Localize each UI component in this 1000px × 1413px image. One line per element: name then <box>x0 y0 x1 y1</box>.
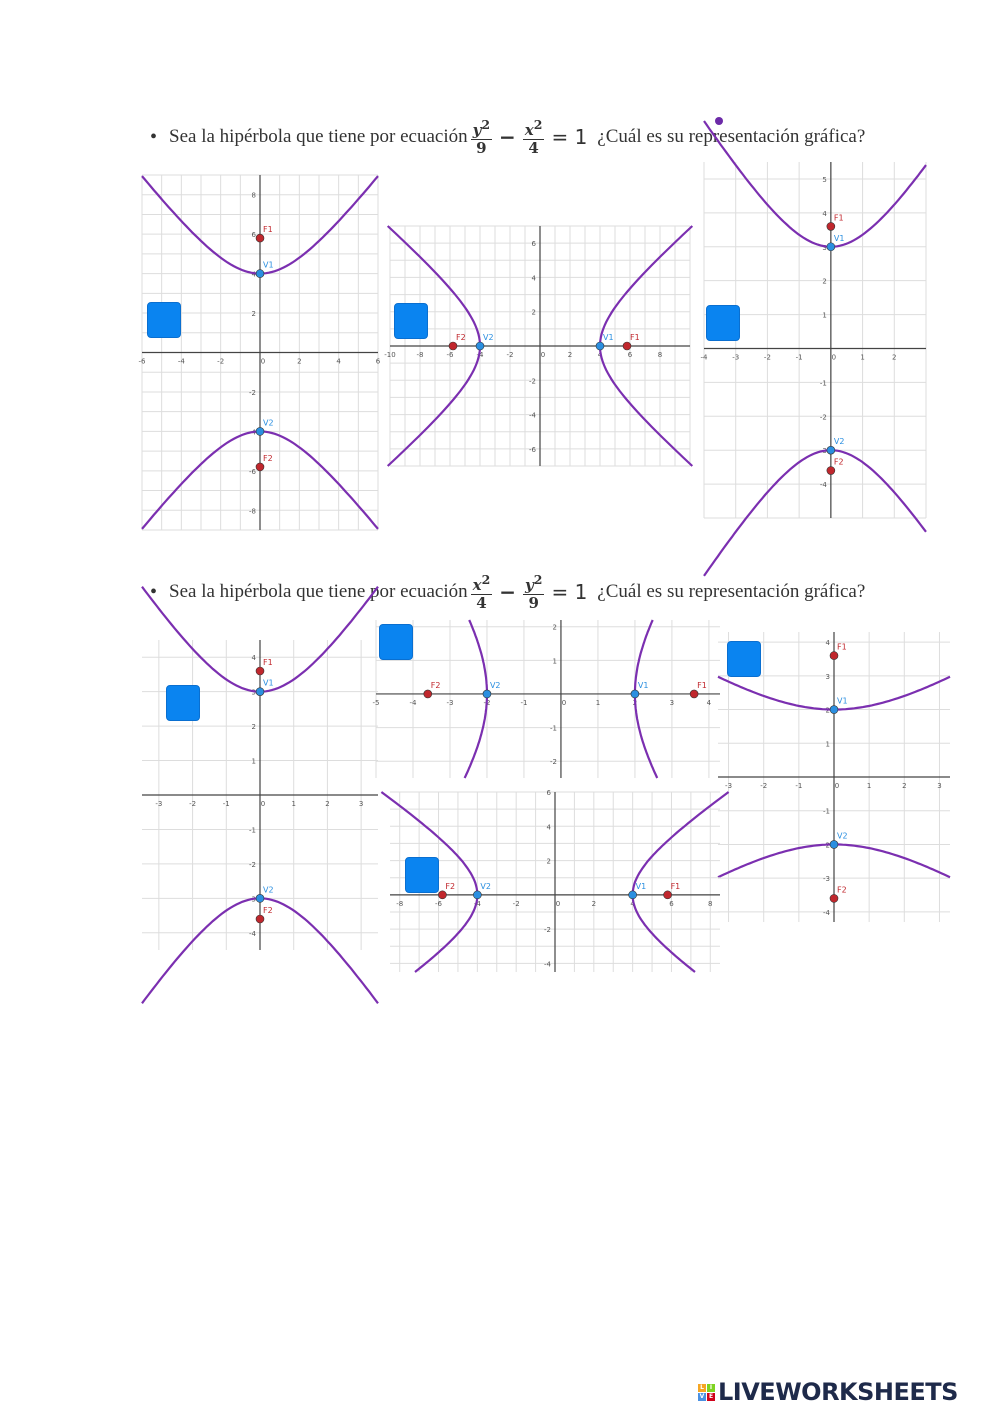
y-tick-label: -4 <box>544 960 551 969</box>
vertex-label: V2 <box>833 437 845 447</box>
y-tick-label: -2 <box>249 860 256 869</box>
focus-label: F2 <box>430 680 441 690</box>
x-tick-label: -6 <box>138 357 146 366</box>
answer-box-q2-a[interactable] <box>166 685 200 721</box>
x-tick-label: -3 <box>732 353 740 362</box>
y-tick-label: -2 <box>549 758 557 767</box>
x-tick-label: -4 <box>473 899 481 908</box>
x-tick-label: 0 <box>540 351 546 359</box>
x-tick-label: -2 <box>217 357 225 366</box>
focus-point <box>256 234 264 242</box>
y-tick-label: 2 <box>825 706 830 715</box>
x-tick-label: -4 <box>409 698 417 707</box>
y-tick-label: 6 <box>531 240 536 249</box>
term1-exp: 2 <box>481 117 491 132</box>
x-tick-label: 1 <box>291 800 296 808</box>
y-tick-label: 2 <box>822 277 827 286</box>
y-tick-label: -1 <box>819 379 827 388</box>
fraction-term1 <box>471 573 493 611</box>
x-tick-label: 2 <box>591 899 597 908</box>
logo-text: LIVEWORKSHEETS <box>718 1378 958 1406</box>
x-tick-label: -2 <box>760 782 768 790</box>
y-tick-label: -8 <box>249 507 256 516</box>
x-tick-label: 4 <box>706 698 712 707</box>
focus-label: F1 <box>833 213 844 223</box>
x-tick-label: -1 <box>795 782 803 790</box>
x-tick-label: -5 <box>372 698 380 707</box>
y-tick-label: 5 <box>822 175 827 184</box>
vertex-label: V1 <box>637 680 649 690</box>
x-tick-label: 4 <box>336 357 341 366</box>
focus-label: F1 <box>263 225 273 235</box>
vertex-point <box>827 446 835 454</box>
x-tick-label: -6 <box>435 899 443 908</box>
x-tick-label: 8 <box>657 351 663 359</box>
x-tick-label: 0 <box>555 899 561 908</box>
bullet: • <box>150 580 158 603</box>
x-tick-label: -2 <box>506 351 514 359</box>
bullet: • <box>150 125 158 148</box>
y-tick-label: -6 <box>529 445 536 454</box>
vertex-label: V1 <box>635 881 647 891</box>
fraction-term2 <box>523 118 545 156</box>
y-tick-label: -4 <box>249 428 256 437</box>
y-tick-label: 3 <box>251 688 256 697</box>
x-tick-label: 0 <box>260 357 266 366</box>
focus-label: F2 <box>837 885 847 895</box>
vertex-label: V2 <box>263 885 274 895</box>
vertex-label: V2 <box>483 333 494 342</box>
x-tick-label: 2 <box>325 800 330 808</box>
vertex-point <box>256 427 264 435</box>
focus-label: F2 <box>263 453 273 463</box>
x-tick-label: -10 <box>384 351 396 359</box>
x-tick-label: 2 <box>567 351 573 359</box>
focus-label: F1 <box>263 658 273 667</box>
focus-label: F1 <box>697 680 707 690</box>
focus-point <box>623 342 631 350</box>
graph-q2-option-d <box>390 789 720 972</box>
x-tick-label: 1 <box>860 353 865 362</box>
y-tick-label: 3 <box>825 672 830 681</box>
minus-operator: − <box>499 580 517 604</box>
y-tick-label: 1 <box>251 757 256 766</box>
decorative-dot <box>715 117 723 125</box>
vertex-label: V1 <box>603 333 614 342</box>
y-tick-label: 1 <box>822 311 827 320</box>
y-tick-label: 4 <box>825 639 830 648</box>
x-tick-label: -3 <box>446 698 454 707</box>
focus-label: F1 <box>837 642 847 652</box>
y-tick-label: 2 <box>552 623 557 632</box>
x-tick-label: -4 <box>700 353 708 362</box>
focus-label: F2 <box>263 906 273 915</box>
vertex-point <box>631 690 639 698</box>
answer-box-q2-c[interactable] <box>727 641 761 677</box>
liveworksheets-logo <box>698 1378 958 1406</box>
x-tick-label: 2 <box>632 698 638 707</box>
y-tick-label: -2 <box>529 377 536 386</box>
vertex-label: V1 <box>833 233 845 243</box>
x-tick-label: 4 <box>597 351 603 359</box>
y-tick-label: 8 <box>251 191 256 200</box>
y-tick-label: 4 <box>251 270 256 279</box>
focus-point <box>827 222 835 230</box>
graph-q1-option-a <box>138 175 381 530</box>
focus-label: F2 <box>833 457 844 467</box>
term1-exp: 2 <box>481 572 491 587</box>
fraction-term2 <box>523 573 544 611</box>
x-tick-label: 6 <box>627 351 633 359</box>
x-tick-label: 0 <box>831 353 837 362</box>
x-tick-label: 6 <box>669 899 674 908</box>
y-tick-label: 2 <box>251 723 256 732</box>
x-tick-label: 0 <box>834 782 840 790</box>
hyperbola-branch <box>632 620 657 778</box>
y-tick-label: -4 <box>529 411 536 420</box>
vertex-label: V2 <box>489 680 501 690</box>
term2-exp: 2 <box>533 117 543 132</box>
y-tick-label: 2 <box>251 310 256 319</box>
x-tick-label: -3 <box>155 800 163 808</box>
x-tick-label: -2 <box>512 899 520 908</box>
y-tick-label: 3 <box>822 243 827 252</box>
logo-letter: I <box>707 1384 715 1392</box>
x-tick-label: -1 <box>520 698 528 707</box>
x-tick-label: 4 <box>630 899 635 908</box>
answer-box-q2-b[interactable] <box>379 624 413 660</box>
y-tick-label: 1 <box>825 740 830 749</box>
term2-var: x <box>524 121 534 139</box>
y-tick-label: -2 <box>819 413 827 422</box>
focus-point <box>256 667 264 675</box>
answer-box-q2-d[interactable] <box>405 857 439 893</box>
equation-rhs: = 1 <box>551 125 588 149</box>
term1-den: 4 <box>476 593 487 612</box>
grid <box>376 620 720 778</box>
y-tick-label: -6 <box>249 467 256 476</box>
x-tick-label: -1 <box>222 800 230 808</box>
term2-exp: 2 <box>533 572 543 587</box>
focus-point <box>449 342 457 350</box>
answer-box-q1-b[interactable] <box>394 303 428 339</box>
vertex-point <box>827 243 835 251</box>
focus-point <box>830 894 838 902</box>
minus-operator: − <box>499 125 516 149</box>
equation-rhs: = 1 <box>551 580 588 604</box>
vertex-point <box>476 342 484 350</box>
vertex-point <box>596 342 604 350</box>
term2-var: y <box>525 576 534 594</box>
focus-label: F2 <box>445 881 456 891</box>
answer-box-q1-c[interactable] <box>706 305 740 341</box>
y-tick-label: -3 <box>823 875 830 884</box>
x-tick-label: 2 <box>297 357 302 366</box>
question-1-suffix: ¿Cuál es su representación gráfica? <box>597 126 866 147</box>
x-tick-label: -2 <box>763 353 771 362</box>
graph-q2-option-b <box>372 620 720 778</box>
question-2-suffix: ¿Cuál es su representación gráfica? <box>597 581 866 602</box>
vertex-label: V1 <box>263 260 274 270</box>
y-tick-label: 6 <box>546 789 551 797</box>
focus-point <box>690 690 698 698</box>
x-tick-label: 3 <box>358 800 364 808</box>
logo-mark-icon <box>698 1384 715 1401</box>
vertex-point <box>473 891 481 899</box>
term1-den: 9 <box>476 138 487 157</box>
y-tick-label: -2 <box>823 841 830 850</box>
focus-point <box>424 690 432 698</box>
y-tick-label: -2 <box>544 926 551 935</box>
vertex-point <box>256 270 264 278</box>
vertex-point <box>483 690 491 698</box>
x-tick-label: 1 <box>595 698 601 707</box>
y-tick-label: -1 <box>823 807 830 816</box>
term1-var: y <box>472 121 482 139</box>
y-tick-label: -1 <box>249 826 256 835</box>
question-2-prefix: Sea la hipérbola que tiene por ecuación <box>169 581 468 602</box>
term2-den: 9 <box>528 593 539 612</box>
vertex-label: V1 <box>837 696 848 706</box>
vertex-point <box>830 840 838 848</box>
x-tick-label: 6 <box>375 357 381 366</box>
term1-var: x <box>472 576 482 594</box>
y-tick-label: 4 <box>531 274 536 283</box>
x-tick-label: 2 <box>892 353 897 362</box>
fraction-term1 <box>471 118 492 156</box>
y-tick-label: -1 <box>549 724 557 733</box>
vertex-point <box>256 894 264 902</box>
y-tick-label: 6 <box>251 231 256 240</box>
y-tick-label: 2 <box>546 857 551 866</box>
y-tick-label: 4 <box>251 654 256 663</box>
vertex-point <box>256 688 264 696</box>
x-tick-label: -1 <box>795 353 803 362</box>
y-tick-label: -2 <box>249 388 256 397</box>
logo-letter: E <box>708 1392 714 1400</box>
question-1 <box>150 118 865 156</box>
x-tick-label: -4 <box>476 351 484 359</box>
focus-label: F2 <box>456 333 466 342</box>
vertex-label: V1 <box>263 678 274 688</box>
y-tick-label: -4 <box>823 908 830 917</box>
y-tick-label: 4 <box>822 209 827 218</box>
y-tick-label: -4 <box>249 929 256 938</box>
x-tick-label: -8 <box>416 351 424 359</box>
focus-point <box>438 891 446 899</box>
x-tick-label: -6 <box>446 351 454 359</box>
x-tick-label: 8 <box>708 899 713 908</box>
question-1-prefix: Sea la hipérbola que tiene por ecuación <box>169 126 468 147</box>
hyperbola-branch <box>704 450 926 576</box>
vertex-label: V2 <box>837 831 848 841</box>
focus-label: F1 <box>670 881 681 891</box>
focus-point <box>827 467 835 475</box>
x-tick-label: 3 <box>669 698 675 707</box>
x-tick-label: -2 <box>483 698 491 707</box>
focus-point <box>256 915 264 923</box>
y-tick-label: 1 <box>552 657 557 666</box>
x-tick-label: -3 <box>725 782 733 790</box>
vertex-point <box>830 706 838 714</box>
focus-label: F1 <box>630 333 640 342</box>
y-tick-label: 4 <box>546 823 551 832</box>
answer-box-q1-a[interactable] <box>147 302 181 338</box>
vertex-point <box>629 891 637 899</box>
y-tick-label: 2 <box>531 308 536 317</box>
logo-letter: V <box>699 1392 705 1400</box>
vertex-label: V2 <box>480 881 491 891</box>
x-tick-label: -4 <box>177 357 185 366</box>
logo-letter: L <box>698 1384 706 1392</box>
x-tick-label: 1 <box>866 782 872 790</box>
x-tick-label: -2 <box>189 800 197 808</box>
term2-den: 4 <box>528 138 539 157</box>
vertex-label: V2 <box>263 418 274 428</box>
focus-point <box>256 463 264 471</box>
question-2 <box>150 573 865 611</box>
x-tick-label: 3 <box>937 782 942 790</box>
y-tick-label: -3 <box>249 895 256 904</box>
x-tick-label: 2 <box>902 782 907 790</box>
hyperbola-branch <box>633 792 729 972</box>
y-tick-label: -4 <box>819 481 827 490</box>
focus-point <box>664 891 672 899</box>
x-tick-label: 0 <box>561 698 567 707</box>
x-tick-label: -8 <box>396 899 404 908</box>
y-tick-label: -3 <box>819 447 827 456</box>
graph-q1-option-b <box>384 226 690 466</box>
focus-point <box>830 652 838 660</box>
x-tick-label: 0 <box>260 800 266 808</box>
